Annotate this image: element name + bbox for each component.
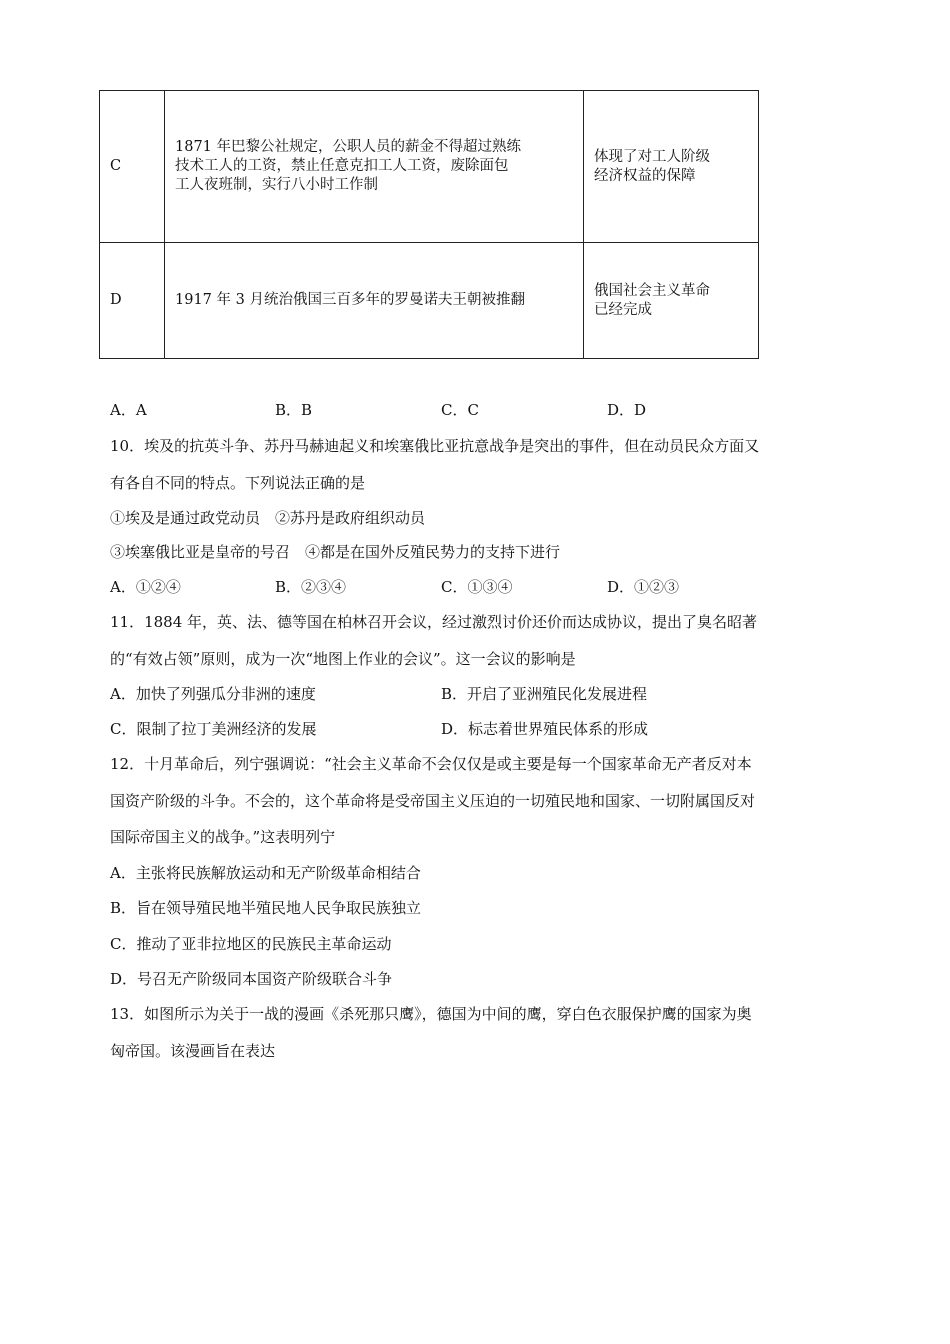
event-line: 技术工人的工资，禁止任意克扣工人工资，废除面包 xyxy=(175,158,509,174)
row-label: D xyxy=(100,243,165,359)
q10-option-b[interactable]: B．②③④ xyxy=(275,578,347,596)
table-row xyxy=(100,243,759,359)
q9-option-c[interactable]: C．C xyxy=(441,401,479,419)
q10-option-c[interactable]: C．①③④ xyxy=(441,578,513,596)
conclusion-line: 经济权益的保障 xyxy=(594,167,696,184)
event-line: 工人夜班制，实行八小时工作制 xyxy=(175,177,378,193)
q10-stem-line: 有各自不同的特点。下列说法正确的是 xyxy=(110,474,366,492)
q9-option-a[interactable]: A．A xyxy=(110,401,147,419)
q12-option-d[interactable]: D．号召无产阶级同本国资产阶级联合斗争 xyxy=(110,970,393,988)
q10-option-a[interactable]: A．①②④ xyxy=(110,578,181,596)
q10-statement: ①埃及是通过政党动员 ②苏丹是政府组织动员 xyxy=(110,509,426,527)
q12-option-a[interactable]: A．主张将民族解放运动和无产阶级革命相结合 xyxy=(110,864,421,882)
q11-option-c[interactable]: C．限制了拉丁美洲经济的发展 xyxy=(110,720,317,738)
q10-stem-line: 10．埃及的抗英斗争、苏丹马赫迪起义和埃塞俄比亚抗意战争是突出的事件，但在动员民众方面又 xyxy=(110,437,760,455)
q11-option-a[interactable]: A．加快了列强瓜分非洲的速度 xyxy=(110,685,316,703)
q11-option-d[interactable]: D．标志着世界殖民体系的形成 xyxy=(441,720,649,738)
event-line: 1871 年巴黎公社规定，公职人员的薪金不得超过熟练 xyxy=(175,139,522,155)
conclusion-line: 俄国社会主义革命 xyxy=(594,282,710,299)
q11-stem-line: 的“有效占领”原则，成为一次“地图上作业的会议”。这一会议的影响是 xyxy=(110,650,576,668)
row-event xyxy=(165,243,584,359)
event-line: 1917 年 3 月统治俄国三百多年的罗曼诺夫王朝被推翻 xyxy=(175,292,525,308)
q11-stem-line: 11．1884 年，英、法、德等国在柏林召开会议，经过激烈讨价还价而达成协议，提出了臭名昭著 xyxy=(110,613,758,631)
q9-option-d[interactable]: D．D xyxy=(607,401,647,419)
q10-statement: ③埃塞俄比亚是皇帝的号召 ④都是在国外反殖民势力的支持下进行 xyxy=(110,543,561,561)
q12-option-c[interactable]: C．推动了亚非拉地区的民族民主革命运动 xyxy=(110,935,392,953)
table-row xyxy=(100,91,759,243)
answer-table xyxy=(99,90,759,359)
row-conclusion xyxy=(584,91,759,243)
q12-stem-line: 国际帝国主义的战争。”这表明列宁 xyxy=(110,828,336,846)
q12-option-b[interactable]: B．旨在领导殖民地半殖民地人民争取民族独立 xyxy=(110,899,422,917)
q12-stem-line: 12．十月革命后，列宁强调说：“社会主义革命不会仅仅是或主要是每一个国家革命无产者反对本 xyxy=(110,755,752,773)
q13-stem-line: 匈帝国。该漫画旨在表达 xyxy=(110,1042,276,1060)
q9-option-b[interactable]: B．B xyxy=(275,401,313,419)
q13-stem-line: 13．如图所示为关于一战的漫画《杀死那只鹰》，德国为中间的鹰，穿白色衣服保护鹰的国家为奥 xyxy=(110,1005,752,1023)
q11-option-b[interactable]: B．开启了亚洲殖民化发展进程 xyxy=(441,685,648,703)
row-event xyxy=(165,91,584,243)
row-conclusion xyxy=(584,243,759,359)
q10-option-d[interactable]: D．①②③ xyxy=(607,578,680,596)
conclusion-line: 体现了对工人阶级 xyxy=(594,148,710,165)
conclusion-line: 已经完成 xyxy=(594,301,652,318)
q12-stem-line: 国资产阶级的斗争。不会的，这个革命将是受帝国主义压迫的一切殖民地和国家、一切附属国反对 xyxy=(110,792,756,810)
row-label: C xyxy=(100,91,165,243)
